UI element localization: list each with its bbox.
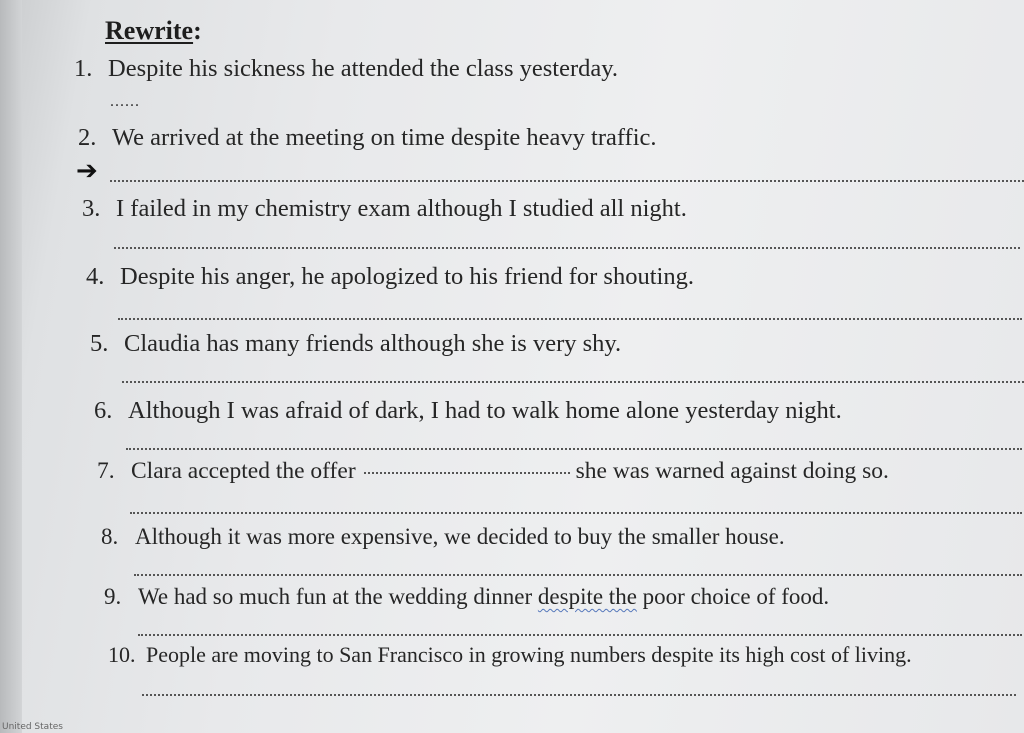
item-number: 10. <box>108 642 136 667</box>
answer-line-4[interactable] <box>118 318 1022 320</box>
answer-placeholder-dots: ...... <box>110 93 140 110</box>
heading-word: Rewrite <box>105 16 194 45</box>
item-number: 4. <box>86 263 105 290</box>
exercise-item-9 <box>104 584 829 610</box>
answer-line-3[interactable] <box>114 247 1020 249</box>
fill-in-blank[interactable] <box>364 472 570 474</box>
item-text: People are moving to San Francisco in growing numbers despite its high cost of living. <box>146 642 912 667</box>
item-number: 7. <box>97 458 115 484</box>
exercise-item-3 <box>82 195 687 223</box>
item-text: Although it was more expensive, we decided to buy the smaller house. <box>135 524 785 549</box>
item-number: 3. <box>82 195 101 222</box>
item-text-after-blank: she was warned against doing so. <box>575 458 889 484</box>
answer-line-10[interactable] <box>142 694 1016 696</box>
answer-line-5[interactable] <box>122 381 1024 383</box>
answer-line-8[interactable] <box>134 574 1022 576</box>
item-text: Although I was afraid of dark, I had to walk home alone yesterday night. <box>128 397 842 424</box>
answer-arrow-icon: ➔ <box>76 156 98 186</box>
item-number: 2. <box>78 124 97 151</box>
exercise-item-8 <box>101 524 785 550</box>
answer-line-7[interactable] <box>130 512 1022 514</box>
worksheet-heading <box>105 16 202 46</box>
exercise-item-5 <box>90 330 621 358</box>
exercise-item-6 <box>94 397 842 425</box>
corner-status-text: United States <box>2 722 63 732</box>
answer-line-6[interactable] <box>126 448 1022 450</box>
answer-line-9[interactable] <box>138 634 1022 636</box>
exercise-item-10 <box>108 642 912 668</box>
exercise-item-1 <box>74 55 618 83</box>
item-text: Despite his sickness he attended the class yesterday. <box>108 55 619 82</box>
page-edge-shadow <box>0 0 22 733</box>
exercise-item-4 <box>86 263 694 291</box>
item-text: I failed in my chemistry exam although I studied all night. <box>116 195 687 222</box>
exercise-item-2 <box>78 124 657 152</box>
item-number: 8. <box>101 524 119 549</box>
item-number: 5. <box>90 330 109 357</box>
item-text: Claudia has many friends although she is very shy. <box>124 330 622 357</box>
heading-colon: : <box>193 16 202 45</box>
item-text-after: poor choice of food. <box>636 584 830 609</box>
item-text-before: We had so much fun at the wedding dinner <box>138 584 538 609</box>
exercise-item-7 <box>97 458 889 485</box>
item-text: We arrived at the meeting on time despite heavy traffic. <box>112 124 657 151</box>
item-text: Despite his anger, he apologized to his friend for shouting. <box>120 263 694 290</box>
answer-line-2[interactable] <box>110 180 1024 182</box>
grammar-check-underline: despite the <box>537 584 637 609</box>
item-text-before-blank: Clara accepted the offer <box>131 458 356 484</box>
item-number: 9. <box>104 584 122 609</box>
item-number: 6. <box>94 397 113 424</box>
item-number: 1. <box>74 55 93 82</box>
